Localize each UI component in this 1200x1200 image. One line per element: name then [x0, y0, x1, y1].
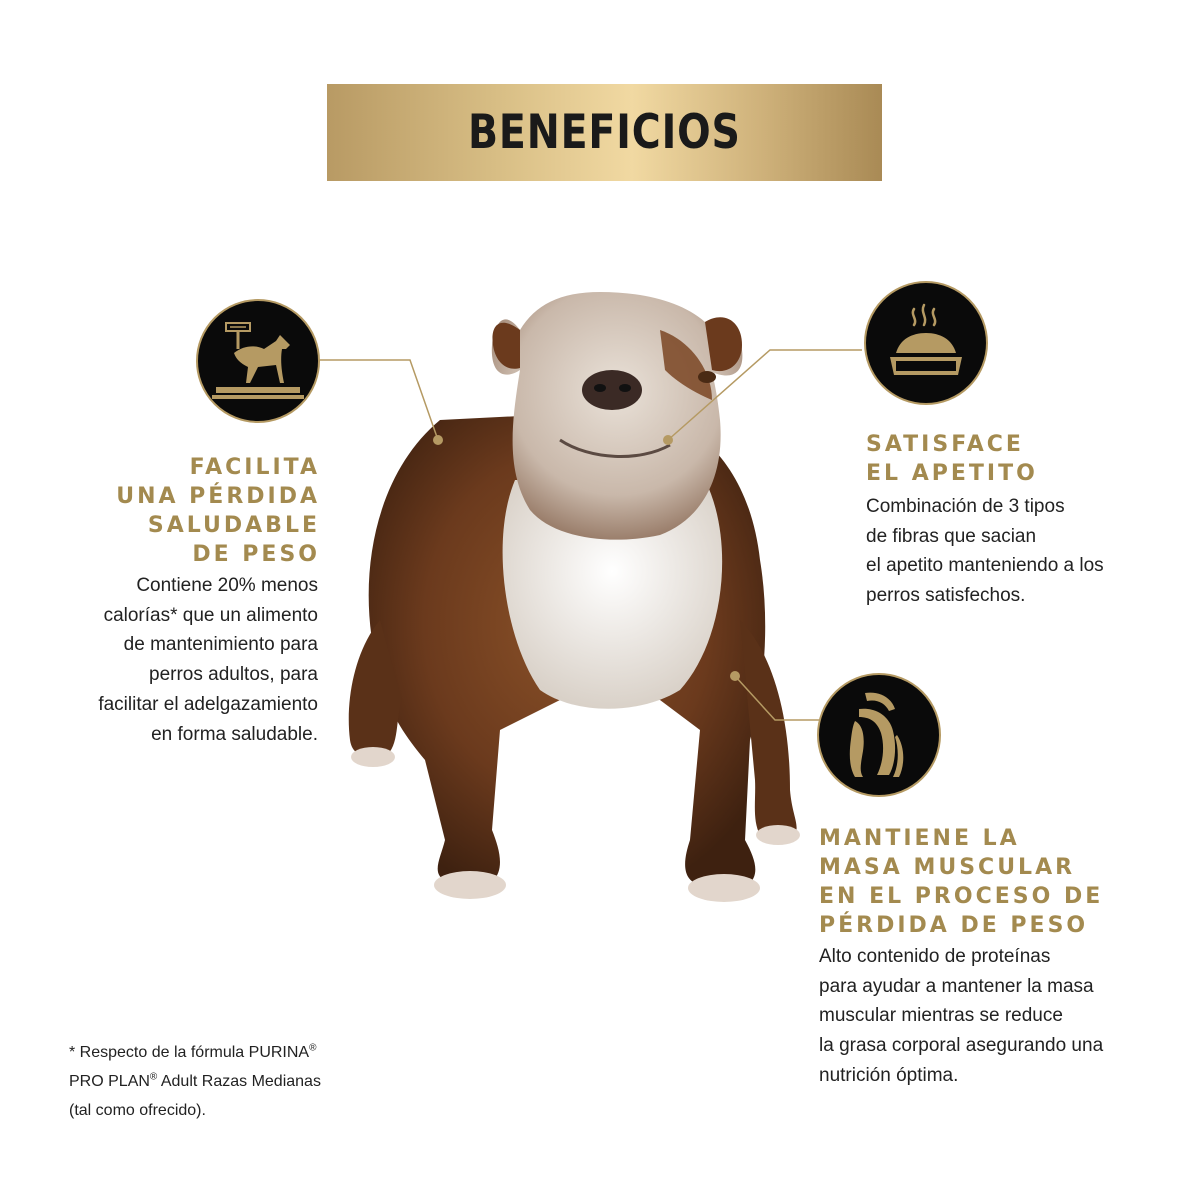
food-bowl-icon — [866, 283, 986, 403]
leader-dot — [433, 435, 443, 445]
body-line: para ayudar a mantener la masa — [819, 975, 1094, 997]
weight-loss-badge — [196, 299, 320, 423]
heading-line: SATISFACE — [866, 432, 1024, 457]
benefit-1-heading — [116, 453, 320, 569]
body-line: de mantenimiento para — [123, 634, 318, 656]
footnote-line-2: PRO PLAN® Adult Razas Medianas — [69, 1071, 321, 1090]
body-line: Contiene 20% menos — [136, 575, 318, 596]
body-line: el apetito manteniendo a los — [866, 555, 1104, 577]
benefit-1-description — [98, 571, 318, 749]
benefit-2-heading — [866, 430, 1038, 488]
body-line: en forma saludable. — [151, 723, 318, 745]
dog-on-scale-icon — [198, 301, 318, 421]
body-line: nutrición óptima. — [819, 1064, 959, 1086]
body-line: muscular mientras se reduce — [819, 1005, 1063, 1027]
heading-line: UNA PÉRDIDA — [116, 484, 320, 509]
heading-line: SALUDABLE — [147, 513, 320, 538]
heading-line: PÉRDIDA DE PESO — [819, 913, 1089, 938]
body-line: perros satisfechos. — [866, 585, 1026, 607]
body-line: la grasa corporal asegurando una — [819, 1035, 1104, 1057]
muscle-icon — [819, 675, 939, 795]
body-line: de fibras que sacian — [866, 525, 1037, 547]
benefit-2-description — [866, 492, 1104, 611]
banner-title: BENEFICIOS — [468, 105, 741, 160]
heading-line: MANTIENE LA — [819, 826, 1020, 851]
heading-line: FACILITA — [189, 455, 320, 480]
footnote-line-3: (tal como ofrecido). — [69, 1102, 206, 1119]
body-line: facilitar el adelgazamiento — [98, 693, 318, 715]
body-line: Combinación de 3 tipos — [866, 496, 1065, 517]
appetite-badge — [864, 281, 988, 405]
heading-line: EL APETITO — [866, 461, 1038, 486]
footnote — [69, 1038, 321, 1125]
heading-line: EN EL PROCESO DE — [819, 884, 1104, 909]
footnote-line-1: * Respecto de la fórmula PURINA® — [69, 1042, 317, 1061]
muscle-badge — [817, 673, 941, 797]
heading-line: MASA MUSCULAR — [819, 855, 1076, 880]
leader-dot — [730, 671, 740, 681]
heading-line: DE PESO — [192, 542, 320, 567]
leader-dot — [663, 435, 673, 445]
benefit-3-description — [819, 942, 1103, 1091]
body-line: perros adultos, para — [149, 664, 318, 686]
body-line: Alto contenido de proteínas — [819, 946, 1051, 967]
benefit-3-heading — [819, 824, 1103, 940]
registered-mark: ® — [309, 1042, 317, 1054]
registered-mark: ® — [149, 1071, 158, 1083]
body-line: calorías* que un alimento — [103, 604, 318, 626]
